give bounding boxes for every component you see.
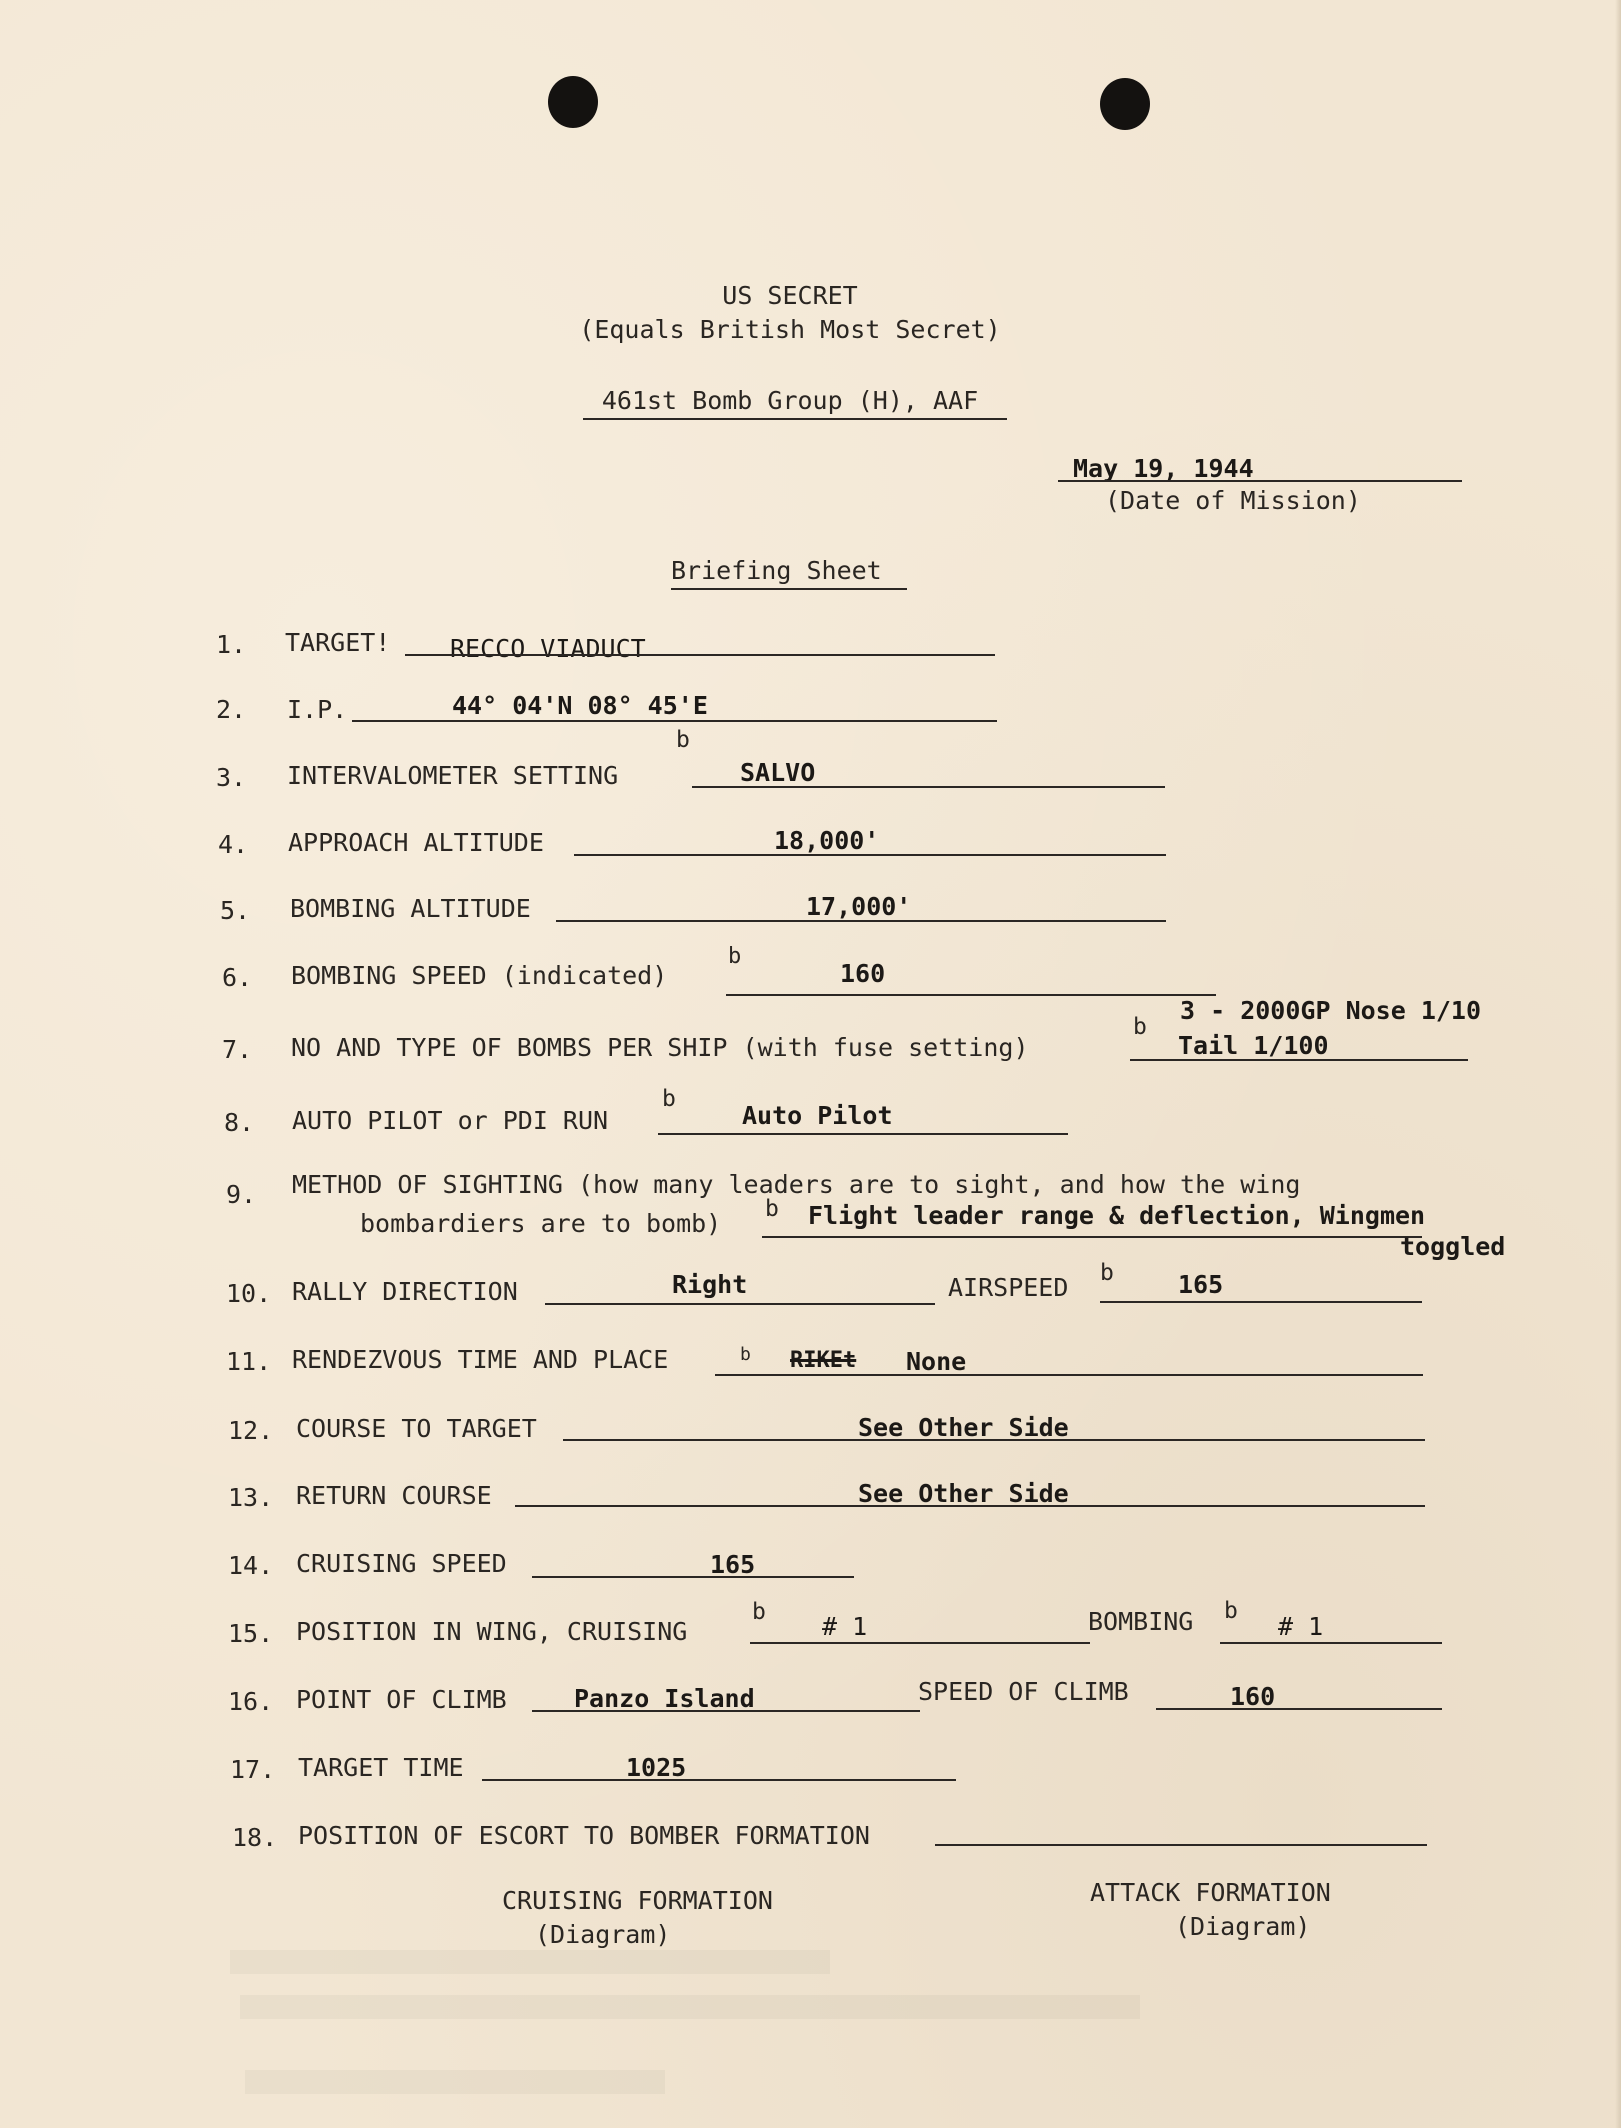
item-value-approach-altitude: 18,000' bbox=[774, 826, 880, 855]
item-mark: b bbox=[728, 944, 742, 969]
item-label-position-cruising: POSITION IN WING, CRUISING bbox=[296, 1617, 688, 1646]
item-number: 16. bbox=[228, 1687, 274, 1716]
item-number: 8. bbox=[224, 1108, 255, 1137]
item-line-course-to-target bbox=[563, 1439, 1425, 1441]
item-value-rendezvous-struck: RIKEt bbox=[790, 1348, 857, 1373]
item-value-bombing-altitude: 17,000' bbox=[806, 892, 912, 921]
page-edge bbox=[1615, 0, 1621, 2128]
item-number: 7. bbox=[222, 1035, 253, 1064]
item-mark: b bbox=[662, 1086, 676, 1112]
classification-heading: US SECRET bbox=[722, 281, 858, 310]
item-number: 17. bbox=[230, 1755, 276, 1784]
attack-formation-subtitle: (Diagram) bbox=[1175, 1912, 1311, 1941]
attack-formation-title: ATTACK FORMATION bbox=[1090, 1878, 1331, 1907]
item-mark: b bbox=[765, 1196, 779, 1222]
item-label-auto-pilot: AUTO PILOT or PDI RUN bbox=[292, 1106, 609, 1135]
item-label-rally-direction: RALLY DIRECTION bbox=[292, 1277, 518, 1306]
item-label-ip: I.P. bbox=[287, 695, 348, 724]
item-label-course-to-target: COURSE TO TARGET bbox=[296, 1414, 537, 1443]
item-line-ip bbox=[352, 720, 997, 722]
item-line-approach-altitude bbox=[574, 854, 1166, 856]
item-line-point-of-climb bbox=[532, 1710, 920, 1712]
item-number: 5. bbox=[220, 896, 251, 925]
sheet-title-underline bbox=[671, 588, 907, 590]
item-label-method-of-sighting-cont: bombardiers are to bomb) bbox=[360, 1209, 722, 1238]
item-label-bombing-speed: BOMBING SPEED (indicated) bbox=[291, 961, 668, 990]
item-number: 3. bbox=[216, 763, 247, 792]
item-line-bombs-per-ship bbox=[1130, 1059, 1468, 1061]
cruising-formation-title: CRUISING FORMATION bbox=[502, 1886, 773, 1915]
item-value-point-of-climb: Panzo Island bbox=[574, 1684, 755, 1713]
mission-date: May 19, 1944 bbox=[1073, 454, 1254, 483]
item-line-bombing-altitude bbox=[556, 920, 1166, 922]
item-line-position-bombing bbox=[1220, 1642, 1442, 1644]
item-label-bombing-altitude: BOMBING ALTITUDE bbox=[290, 894, 531, 923]
item-mark: b bbox=[1224, 1598, 1238, 1624]
item-label-rendezvous: RENDEZVOUS TIME AND PLACE bbox=[292, 1345, 669, 1374]
bleed-through-mark bbox=[240, 1995, 1140, 2019]
sheet-title: Briefing Sheet bbox=[671, 556, 882, 585]
bleed-through-mark bbox=[230, 1950, 830, 1974]
item-value-airspeed: 165 bbox=[1178, 1270, 1224, 1299]
item-line-rally-direction bbox=[545, 1303, 935, 1305]
item-number: 2. bbox=[216, 695, 247, 724]
item-line-intervalometer bbox=[692, 786, 1165, 788]
unit-name: 461st Bomb Group (H), AAF bbox=[601, 386, 979, 415]
item-value-position-cruising: # 1 bbox=[822, 1612, 868, 1641]
item-value-course-to-target: See Other Side bbox=[858, 1413, 1069, 1442]
item-number: 11. bbox=[226, 1347, 272, 1376]
item-number: 6. bbox=[222, 963, 253, 992]
item-value-rendezvous: None bbox=[906, 1347, 967, 1376]
item-value-bombing-speed: 160 bbox=[840, 959, 886, 988]
item-label-target-time: TARGET TIME bbox=[298, 1753, 464, 1782]
item-mark: b bbox=[1100, 1260, 1114, 1286]
item-line-cruising-speed bbox=[532, 1576, 854, 1578]
item-number: 13. bbox=[228, 1483, 274, 1512]
item-line-bombing-speed bbox=[726, 994, 1216, 996]
item-mark: b bbox=[752, 1599, 766, 1625]
item-value-auto-pilot: Auto Pilot bbox=[742, 1101, 893, 1130]
item-label-escort-position: POSITION OF ESCORT TO BOMBER FORMATION bbox=[298, 1821, 870, 1850]
item-number: 18. bbox=[232, 1823, 278, 1852]
item-value-target: RECCO VIADUCT bbox=[450, 634, 646, 663]
item-line-return-course bbox=[515, 1505, 1425, 1507]
item-line-rendezvous bbox=[715, 1374, 1423, 1376]
item-label-target: TARGET! bbox=[285, 628, 391, 657]
item-number: 1. bbox=[216, 630, 247, 659]
item-value-target-time: 1025 bbox=[626, 1753, 687, 1782]
item-value-rally-direction: Right bbox=[672, 1270, 748, 1299]
item-value-method-of-sighting: Flight leader range & deflection, Wingmen bbox=[808, 1201, 1426, 1230]
item-label-cruising-speed: CRUISING SPEED bbox=[296, 1549, 507, 1578]
item-label-airspeed: AIRSPEED bbox=[948, 1273, 1069, 1302]
mission-date-line bbox=[1058, 480, 1462, 482]
item-value-cruising-speed: 165 bbox=[710, 1550, 756, 1579]
item-value-speed-of-climb: 160 bbox=[1230, 1682, 1276, 1711]
item-label-speed-of-climb: SPEED OF CLIMB bbox=[918, 1677, 1129, 1706]
item-number: 10. bbox=[226, 1279, 272, 1308]
item-number: 12. bbox=[228, 1416, 274, 1445]
punch-hole-left bbox=[548, 76, 598, 128]
item-number: 4. bbox=[218, 830, 249, 859]
item-value-position-bombing: # 1 bbox=[1278, 1612, 1324, 1641]
item-label-return-course: RETURN COURSE bbox=[296, 1481, 492, 1510]
item-label-approach-altitude: APPROACH ALTITUDE bbox=[288, 828, 544, 857]
item-value-return-course: See Other Side bbox=[858, 1479, 1069, 1508]
item-line-escort-position bbox=[935, 1844, 1427, 1846]
item-label-point-of-climb: POINT OF CLIMB bbox=[296, 1685, 507, 1714]
item-number: 9. bbox=[226, 1180, 257, 1209]
bleed-through-mark bbox=[245, 2070, 665, 2094]
item-mark: b bbox=[1133, 1014, 1147, 1040]
item-value-bombs-per-ship: 3 - 2000GP Nose 1/10 bbox=[1180, 996, 1482, 1025]
item-label-bombs-per-ship: NO AND TYPE OF BOMBS PER SHIP (with fuse setting) bbox=[291, 1033, 1029, 1062]
item-value-method-of-sighting-cont: toggled bbox=[1400, 1232, 1506, 1261]
item-value-ip: 44° 04'N 08° 45'E bbox=[452, 691, 708, 720]
item-line-auto-pilot bbox=[658, 1133, 1068, 1135]
item-line-speed-of-climb bbox=[1156, 1708, 1442, 1710]
item-mark: b bbox=[676, 727, 690, 753]
item-label-intervalometer: INTERVALOMETER SETTING bbox=[287, 761, 619, 790]
item-label-position-bombing: BOMBING bbox=[1088, 1607, 1194, 1636]
punch-hole-right bbox=[1100, 78, 1150, 130]
item-label-method-of-sighting: METHOD OF SIGHTING (how many leaders are to sight, and how the wing bbox=[292, 1170, 1301, 1199]
item-line-method-of-sighting bbox=[762, 1236, 1422, 1238]
item-number: 14. bbox=[228, 1551, 274, 1580]
classification-equivalent: (Equals British Most Secret) bbox=[579, 315, 1001, 344]
item-value-intervalometer: SALVO bbox=[740, 758, 816, 787]
item-mark: b bbox=[740, 1344, 751, 1365]
item-number: 15. bbox=[228, 1619, 274, 1648]
mission-date-label: (Date of Mission) bbox=[1105, 486, 1361, 515]
item-line-airspeed bbox=[1100, 1301, 1422, 1303]
item-line-target-time bbox=[482, 1779, 956, 1781]
unit-underline bbox=[583, 418, 1007, 420]
item-line-position-cruising bbox=[750, 1642, 1090, 1644]
item-value-bombs-tail: Tail 1/100 bbox=[1178, 1031, 1329, 1060]
item-line-target bbox=[405, 654, 995, 656]
cruising-formation-subtitle: (Diagram) bbox=[535, 1920, 671, 1949]
